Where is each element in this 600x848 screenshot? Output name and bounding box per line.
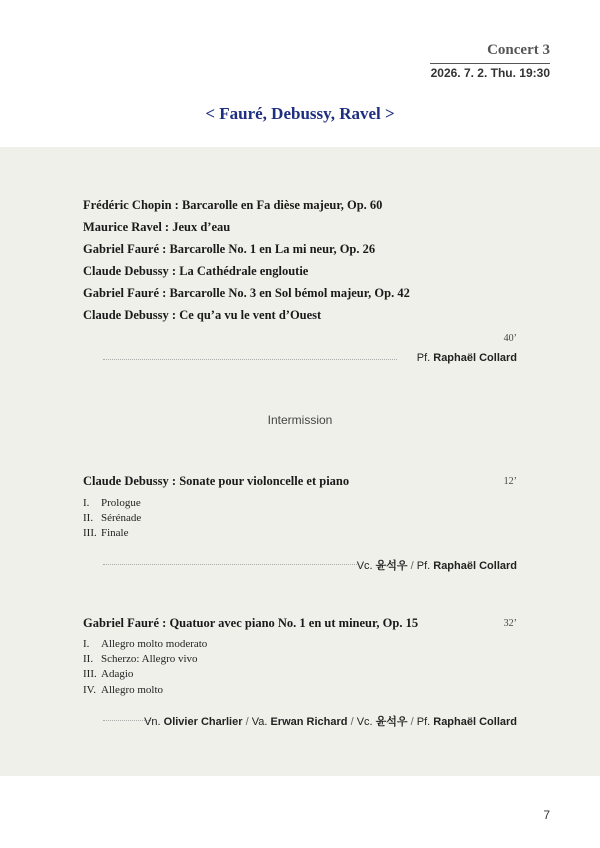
- movement-name: Scherzo: Allegro vivo: [101, 653, 198, 665]
- work-title: Claude Debussy : Sonate pour violoncelle et piano: [83, 474, 350, 488]
- work-title: Gabriel Fauré : Barcarolle No. 3 en Sol bémol majeur, Op. 42: [83, 286, 410, 300]
- performer-name: Raphaël Collard: [433, 560, 517, 572]
- movement-number: III.: [83, 527, 97, 539]
- separator: /: [410, 560, 414, 572]
- work-title: Frédéric Chopin : Barcarolle en Fa dièse majeur, Op. 60: [83, 198, 383, 212]
- performer-name: 윤석우: [375, 560, 408, 572]
- movement-name: Prologue: [101, 497, 141, 509]
- performer-name: Raphaël Collard: [433, 716, 517, 728]
- movement-number: IV.: [83, 684, 96, 696]
- duration: 40’: [503, 333, 517, 344]
- movement: [83, 653, 198, 665]
- performer-role: Vc.: [356, 716, 373, 728]
- movement-name: Finale: [101, 527, 129, 539]
- performer-name: Raphaël Collard: [433, 352, 517, 364]
- work-title: Gabriel Fauré : Quatuor avec piano No. 1 en ut mineur, Op. 15: [83, 616, 419, 630]
- dotted-rule: [103, 359, 397, 360]
- performer-role: Vn.: [144, 716, 161, 728]
- work-title: Maurice Ravel : Jeux d’eau: [83, 220, 231, 234]
- movement-number: I.: [83, 638, 90, 650]
- movement-number: II.: [83, 512, 94, 524]
- concert-date: 2026. 7. 2. Thu. 19:30: [430, 66, 550, 80]
- performer-role: Va.: [251, 716, 268, 728]
- movement-number: II.: [83, 653, 94, 665]
- concert-title: Concert 3: [487, 42, 550, 58]
- movement: [83, 512, 141, 524]
- header-rule: [430, 63, 550, 64]
- performer-line: [357, 557, 517, 573]
- movement: [83, 684, 163, 696]
- performer-role: Pf.: [416, 352, 431, 364]
- performer-role: Vc.: [356, 560, 373, 572]
- movement: [83, 497, 141, 509]
- performer-role: Pf.: [416, 560, 431, 572]
- performer-line: [417, 352, 517, 364]
- movement-number: I.: [83, 497, 90, 509]
- performer-name: 윤석우: [375, 716, 408, 728]
- dotted-rule: [103, 564, 357, 565]
- separator: /: [350, 716, 354, 728]
- work-title: Gabriel Fauré : Barcarolle No. 1 en La mi neur, Op. 26: [83, 242, 376, 256]
- movement-name: Allegro molto moderato: [101, 638, 208, 650]
- duration: 12’: [503, 476, 517, 487]
- performer-name: Erwan Richard: [270, 716, 348, 728]
- movement-number: III.: [83, 668, 97, 680]
- work-title: Claude Debussy : Ce qu’a vu le vent d’Ouest: [83, 308, 322, 322]
- movement-name: Adagio: [101, 668, 134, 680]
- page-number: 7: [543, 808, 550, 822]
- movement: [83, 668, 133, 680]
- movement-name: Allegro molto: [101, 684, 164, 696]
- movement: [83, 527, 129, 539]
- section-heading: < Fauré, Debussy, Ravel >: [205, 104, 395, 123]
- performer-line: [144, 713, 517, 729]
- movement: [83, 638, 207, 650]
- performer-name: Olivier Charlier: [163, 716, 243, 728]
- separator: /: [245, 716, 249, 728]
- performer-role: Pf.: [416, 716, 431, 728]
- movement-name: Sérénade: [101, 512, 142, 524]
- separator: /: [410, 716, 414, 728]
- intermission-label: Intermission: [267, 413, 333, 427]
- duration: 32’: [503, 618, 517, 629]
- work-title: Claude Debussy : La Cathédrale engloutie: [83, 264, 309, 278]
